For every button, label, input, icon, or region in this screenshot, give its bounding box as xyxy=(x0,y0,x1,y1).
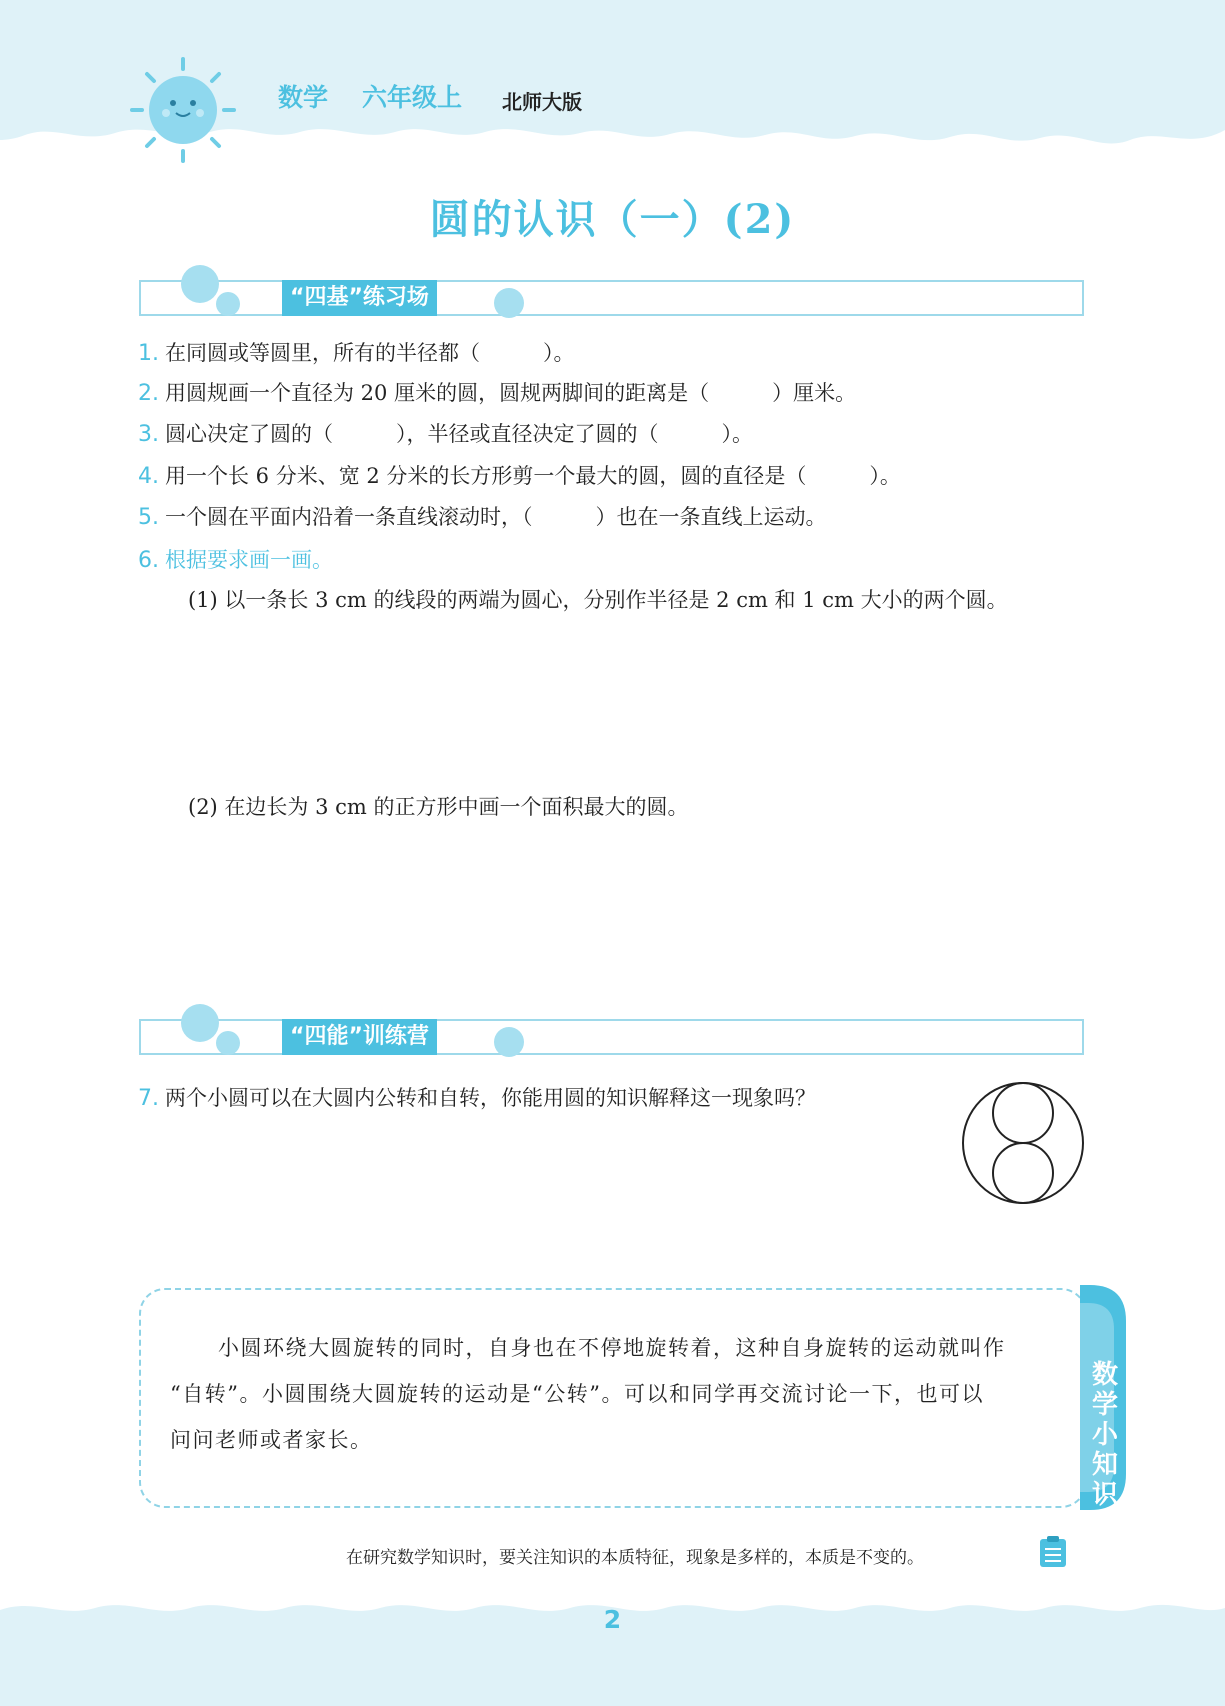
question-5 xyxy=(138,502,827,533)
question-text: 在同圆或等圆里，所有的半径都（ ）。 xyxy=(165,341,575,365)
section-title-ability: “四能”训练营 xyxy=(282,1019,437,1055)
question-number: 1. xyxy=(138,341,159,366)
question-2 xyxy=(138,378,856,409)
header-subject: 数学 xyxy=(278,83,329,112)
question-6-part-2: (2) 在边长为 3 cm 的正方形中画一个面积最大的圆。 xyxy=(188,795,689,819)
knowledge-tab-label: 数学小知识 xyxy=(1091,1360,1118,1510)
question-number: 3. xyxy=(138,422,159,447)
question-1 xyxy=(138,338,575,369)
question-7 xyxy=(138,1083,816,1114)
footer-tip: 在研究数学知识时，要关注知识的本质特征，现象是多样的，本质是不变的。 xyxy=(346,1548,924,1568)
sun-mascot-icon xyxy=(128,55,238,165)
question-3 xyxy=(138,419,753,450)
question-4 xyxy=(138,461,901,492)
balloon-icon xyxy=(492,286,526,326)
balloon-icon xyxy=(178,1001,254,1065)
question-6 xyxy=(138,545,333,576)
knowledge-line-3: 问问老师或者家长。 xyxy=(170,1428,373,1452)
page-title: 圆的认识（一）(2) xyxy=(429,196,796,243)
question-text: 用一个长 6 分米、宽 2 分米的长方形剪一个最大的圆，圆的直径是（ ）。 xyxy=(165,464,901,488)
question-6-part-1: (1) 以一条长 3 cm 的线段的两端为圆心，分别作半径是 2 cm 和 1 cm 大小的两个圆。 xyxy=(188,588,1008,612)
question-text: 用圆规画一个直径为 20 厘米的圆，圆规两脚间的距离是（ ）厘米。 xyxy=(165,381,857,405)
circle-rotation-diagram xyxy=(960,1080,1086,1206)
question-text: 根据要求画一画。 xyxy=(165,548,333,572)
notepad-icon xyxy=(1038,1535,1068,1569)
question-number: 2. xyxy=(138,381,159,406)
balloon-icon xyxy=(492,1025,526,1065)
question-number: 4. xyxy=(138,464,159,489)
question-text: 两个小圆可以在大圆内公转和自转，你能用圆的知识解释这一现象吗？ xyxy=(165,1086,816,1110)
page-number: 2 xyxy=(603,1605,622,1634)
knowledge-line-1: 小圆环绕大圆旋转的同时，自身也在不停地旋转着，这种自身旋转的运动就叫作 xyxy=(218,1336,1006,1360)
section-title-basic: “四基”练习场 xyxy=(282,280,437,316)
question-number: 5. xyxy=(138,505,159,530)
balloon-icon xyxy=(178,262,254,326)
section-bar-ability xyxy=(139,1019,1084,1055)
header-edition: 北师大版 xyxy=(502,90,582,114)
question-text: 圆心决定了圆的（ ），半径或直径决定了圆的（ ）。 xyxy=(165,422,753,446)
question-number: 7. xyxy=(138,1086,159,1111)
question-text: 一个圆在平面内沿着一条直线滚动时，（ ）也在一条直线上运动。 xyxy=(165,505,827,529)
question-number: 6. xyxy=(138,548,159,573)
knowledge-line-2: “自转”。小圆围绕大圆旋转的运动是“公转”。可以和同学再交流讨论一下，也可以 xyxy=(170,1382,984,1406)
section-bar-basic xyxy=(139,280,1084,316)
header-grade: 六年级上 xyxy=(362,83,463,112)
